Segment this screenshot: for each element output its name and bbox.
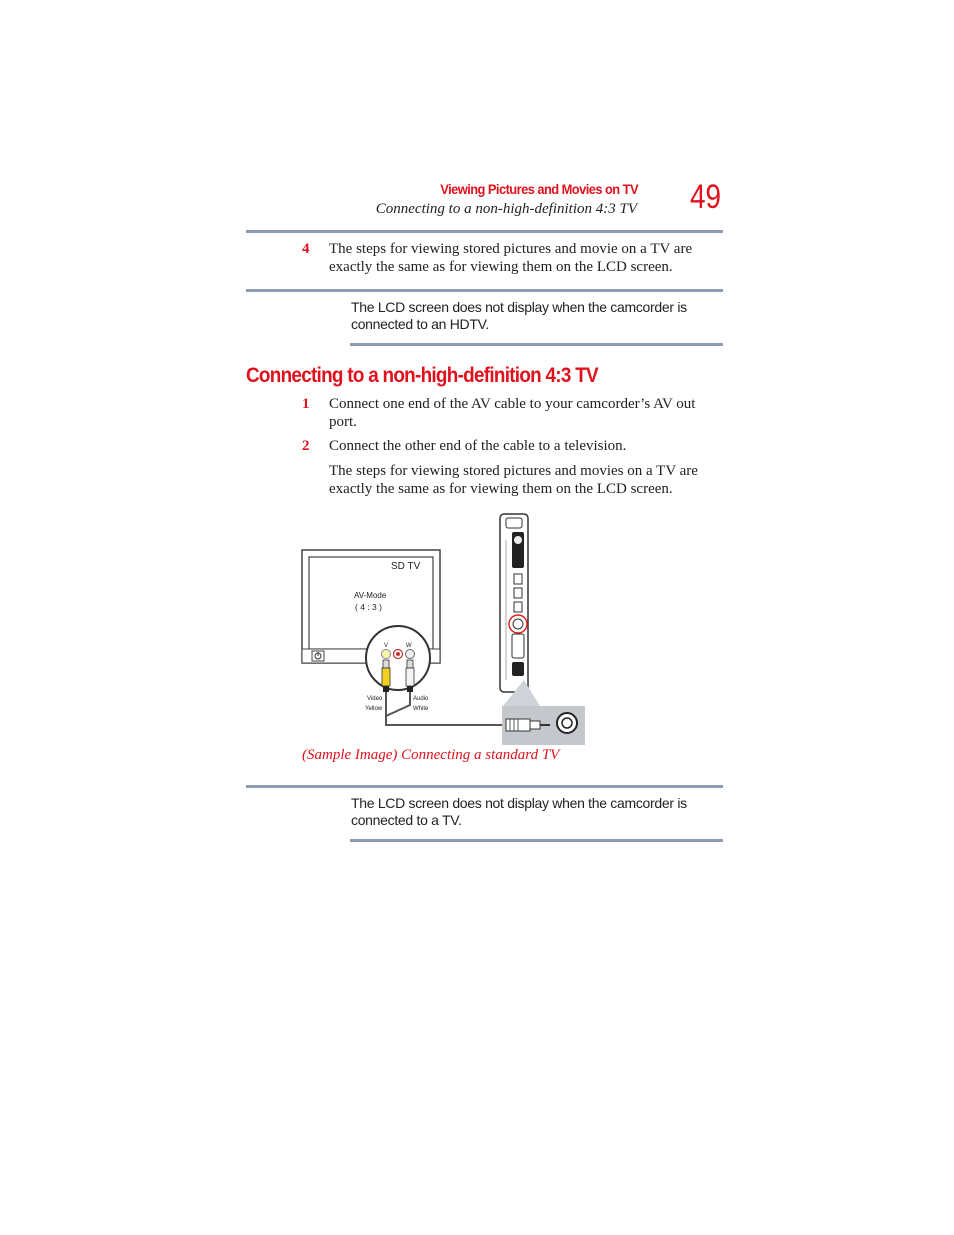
figure-caption: (Sample Image) Connecting a standard TV [302, 747, 560, 763]
jack-v-label: V [384, 643, 389, 649]
video-label: Video [367, 696, 383, 702]
note-top-rule [246, 289, 723, 292]
step-text: Connect the other end of the cable to a television. [329, 438, 627, 454]
step-number: 4 [302, 241, 310, 257]
connection-illustration [300, 510, 586, 746]
audio-label: Audio [413, 696, 429, 702]
white-plug-icon [406, 660, 414, 692]
step-followup-text: The steps for viewing stored pictures and movies on a TV are exactly the same as for viewing them on the LCD screen. [329, 463, 698, 497]
audio-color-label: White [413, 706, 429, 712]
step-text: The steps for viewing stored pictures and movie on a TV are exactly the same as for viewing them on the LCD screen. [329, 241, 693, 275]
step-number: 2 [302, 438, 310, 454]
video-color-label: Yellow [365, 706, 383, 712]
camcorder-illustration [500, 514, 528, 692]
step-text: Connect one end of the AV cable to your camcorder’s AV out port. [329, 396, 696, 430]
white-jack-icon [406, 650, 415, 659]
section-heading: Connecting to a non-high-definition 4:3 TV [246, 364, 598, 387]
running-header-topic: Connecting to a non-high-definition 4:3 TV [375, 201, 637, 217]
note-hdtv: The LCD screen does not display when the camcorder is connected to an HDTV. [351, 299, 687, 332]
note-tv: The LCD screen does not display when the camcorder is connected to a TV. [351, 795, 687, 828]
av-mode-label: AV-Mode [354, 591, 387, 600]
yellow-jack-icon [382, 650, 391, 659]
note-bottom-rule [350, 839, 723, 842]
note-top-rule [246, 785, 723, 788]
step-number: 1 [302, 396, 310, 412]
yellow-plug-icon [382, 660, 390, 692]
tv-label: SD TV [391, 561, 421, 572]
running-header-section: Viewing Pictures and Movies on TV [440, 181, 638, 197]
av-mode-value: ( 4 : 3 ) [355, 602, 382, 612]
note-bottom-rule [350, 343, 723, 346]
jack-w-label: W [406, 643, 412, 649]
header-rule [246, 230, 723, 233]
page-number: 49 [690, 178, 722, 216]
